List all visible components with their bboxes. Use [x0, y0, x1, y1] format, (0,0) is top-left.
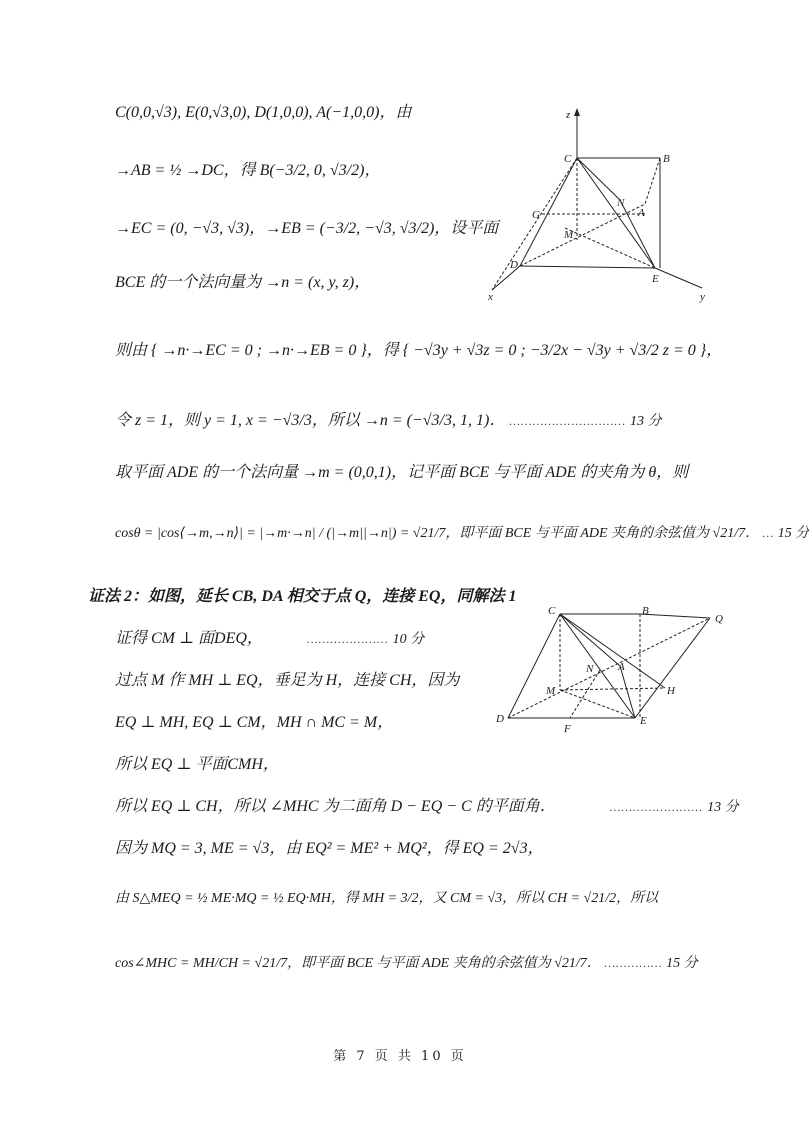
line-7: 取平面 ADE 的一个法向量 →m = (0,0,1)，记平面 BCE 与平面 ADE 的夹角为 θ，则 [115, 464, 689, 481]
label-G: G [532, 209, 540, 221]
figure-1-coordinate-diagram [480, 100, 720, 305]
label-C: C [564, 153, 572, 165]
dot-leader: … [762, 526, 775, 540]
line-15: 因为 MQ = 3, ME = √3，由 EQ² = ME² + MQ²，得 EQ = 2√3， [115, 840, 544, 857]
label-F: F [564, 723, 571, 735]
line-14 [115, 796, 739, 819]
label-N: N [586, 663, 594, 675]
line-16: 由 S△MEQ = ½ ME·MQ = ½ EQ·MH，得 MH = 3/2，又 CM = √3，所以 CH = √21/2，所以 [115, 891, 659, 906]
line-6 [115, 410, 662, 433]
label-A: A [618, 661, 625, 673]
score-13b: 13 分 [707, 800, 739, 815]
label-C: C [548, 605, 556, 617]
line-1: C(0,0,√3), E(0,√3,0), D(1,0,0), A(−1,0,0)，由 [115, 104, 412, 121]
label-N: N [617, 197, 625, 209]
label-y: y [700, 291, 705, 303]
dot-leader: ………………… [306, 632, 389, 646]
page-footer: 第 7 页 共 10 页 [333, 1049, 467, 1064]
score-13a: 13 分 [630, 414, 662, 429]
line-11: 过点 M 作 MH ⊥ EQ，垂足为 H，连接 CH，因为 [115, 672, 460, 689]
line-12: EQ ⊥ MH, EQ ⊥ CM，MH ∩ MC = M， [115, 714, 394, 731]
label-A: A [638, 207, 645, 219]
line-17-text: cos∠MHC = MH/CH = √21/7，即平面 BCE 与平面 ADE 夹角的余弦值为 √21/7． [115, 956, 601, 971]
label-D: D [510, 259, 518, 271]
line-4: BCE 的一个法向量为 →n = (x, y, z)， [115, 274, 371, 291]
label-B: B [642, 605, 649, 617]
line-8 [115, 522, 809, 545]
proof-2-heading: 证法 2：如图，延长 CB, DA 相交于点 Q，连接 EQ，同解法 1 [88, 588, 517, 605]
label-M: M [564, 229, 574, 241]
line-17 [115, 952, 698, 975]
label-D: D [496, 713, 504, 725]
line-6-text: 令 z = 1，则 y = 1, x = −√3/3，所以 →n = (−√3/3, 1, 1)． [115, 412, 506, 429]
score-15a: 15 分 [777, 526, 809, 541]
label-Q: Q [715, 613, 723, 625]
line-3: →EC = (0, −√3, √3)，→EB = (−3/2, −√3, √3/2)，设平面 [115, 220, 499, 237]
line-10 [115, 628, 424, 651]
score-10: 10 分 [392, 632, 425, 647]
label-z: z [566, 109, 571, 121]
dot-leader: ………………………… [509, 414, 627, 428]
label-H: H [667, 685, 675, 697]
line-13: 所以 EQ ⊥ 平面CMH， [115, 756, 279, 773]
dot-leader: …………… [604, 956, 663, 970]
line-8-text: cosθ = |cos⟨→m,→n⟩| = |→m·→n| / (|→m||→n|) = √21/7，即平面 BCE 与平面 ADE 夹角的余弦值为 √21/7． [115, 526, 760, 541]
line-2: →AB = ½ →DC，得 B(−3/2, 0, √3/2)， [115, 162, 381, 179]
label-E: E [640, 715, 647, 727]
line-5: 则由 { →n·→EC = 0 ; →n·→EB = 0 }，得 { −√3y + √3z = 0 ; −3/2x − √3y + √3/2 z = 0 }， [115, 342, 723, 359]
line-10-text: 证得 CM ⊥ 面DEQ， [115, 630, 263, 647]
dot-leader: …………………… [609, 800, 704, 814]
line-14-text: 所以 EQ ⊥ CH，所以 ∠MHC 为二面角 D − EQ − C 的平面角． [115, 798, 556, 815]
label-B: B [663, 153, 670, 165]
label-E: E [652, 273, 659, 285]
score-15b: 15 分 [666, 956, 698, 971]
figure-2-diagram [490, 600, 740, 740]
label-x: x [488, 291, 493, 303]
label-M: M [546, 685, 556, 697]
